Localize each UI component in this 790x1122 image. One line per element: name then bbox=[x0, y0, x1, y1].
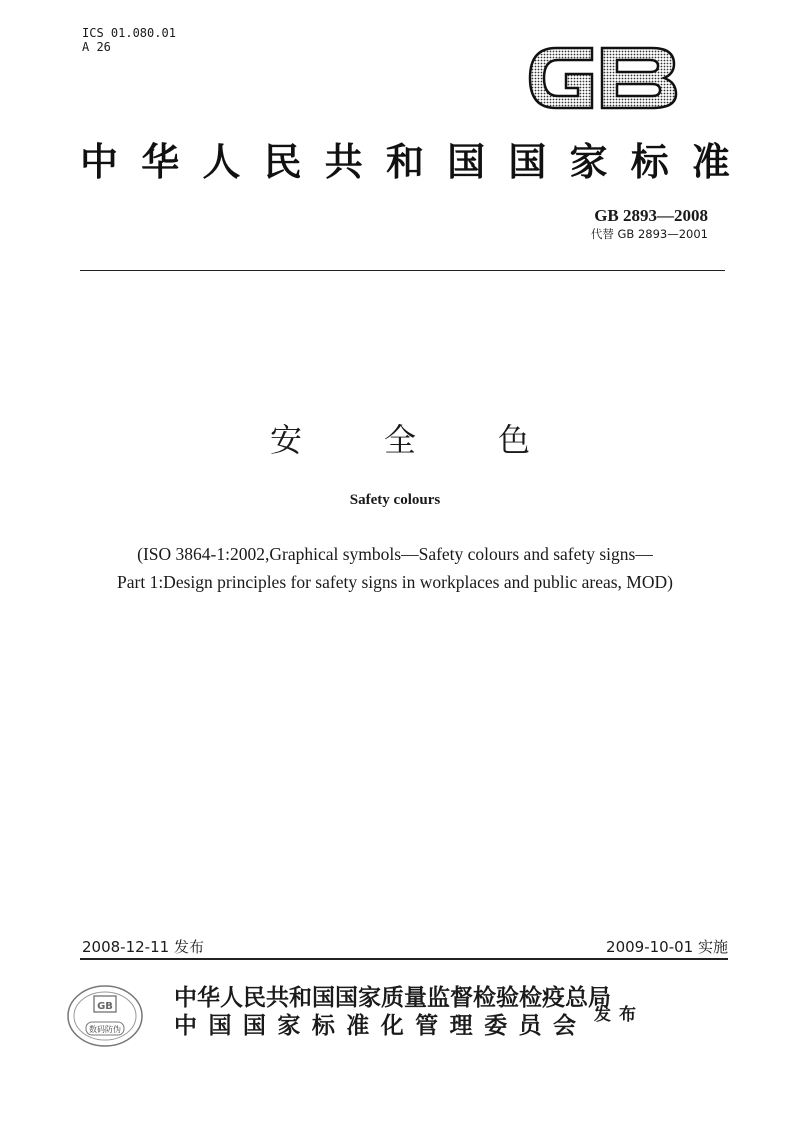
anti-counterfeit-seal-icon bbox=[66, 984, 144, 1048]
title-char: 国 bbox=[447, 140, 486, 184]
header-divider bbox=[80, 270, 725, 271]
footer-divider bbox=[80, 958, 728, 960]
issuer-char: 国 bbox=[242, 1013, 266, 1039]
standard-category-title bbox=[80, 140, 730, 184]
title-cn-char: 全 bbox=[383, 421, 416, 459]
title-char: 家 bbox=[569, 140, 608, 184]
title-char: 民 bbox=[263, 140, 302, 184]
issuer-char: 准 bbox=[346, 1013, 370, 1039]
issuer-char: 委 bbox=[484, 1013, 508, 1039]
document-title-en: Safety colours bbox=[349, 492, 441, 508]
publish-label: 发布 bbox=[594, 1005, 644, 1025]
ccs-code: A 26 bbox=[82, 40, 111, 54]
title-char: 准 bbox=[691, 140, 730, 184]
gb-logo-icon bbox=[522, 38, 682, 118]
title-char: 标 bbox=[630, 140, 669, 184]
title-char: 和 bbox=[385, 140, 424, 184]
document-title-cn bbox=[270, 420, 530, 460]
title-char: 人 bbox=[202, 140, 241, 184]
issuer-char: 理 bbox=[449, 1013, 473, 1039]
svg-text:GB: GB bbox=[97, 1001, 113, 1012]
issuer-char: 家 bbox=[277, 1013, 301, 1039]
iso-reference-line: Part 1:Design principles for safety signs in workplaces and public areas, MOD) bbox=[117, 572, 673, 592]
standard-number: GB 2893—2008 bbox=[594, 206, 708, 225]
issuer-char: 员 bbox=[518, 1013, 542, 1039]
classification-codes bbox=[82, 26, 176, 54]
title-cn-char: 安 bbox=[270, 421, 303, 459]
iso-reference bbox=[60, 540, 730, 596]
issuer-char: 国 bbox=[208, 1013, 232, 1039]
issuer-char: 标 bbox=[311, 1013, 335, 1039]
issuer-aqsiq: 中华人民共和国国家质量监督检验检疫总局 bbox=[174, 985, 611, 1011]
title-char: 华 bbox=[141, 140, 180, 184]
title-char: 中 bbox=[80, 140, 119, 184]
seal-text: 数码防伪 bbox=[89, 1025, 121, 1034]
title-char: 共 bbox=[324, 140, 363, 184]
issuer-sac bbox=[174, 1012, 576, 1040]
replaces-standard: 代替 GB 2893—2001 bbox=[590, 227, 708, 241]
title-char: 国 bbox=[508, 140, 547, 184]
issuer-char: 化 bbox=[380, 1013, 404, 1039]
standard-number-block bbox=[591, 206, 708, 242]
title-cn-char: 色 bbox=[497, 421, 530, 459]
ics-code: ICS 01.080.01 bbox=[82, 26, 176, 40]
effective-date: 2009-10-01 实施 bbox=[606, 938, 728, 956]
issuer-char: 中 bbox=[174, 1013, 197, 1039]
issuer-char: 会 bbox=[552, 1013, 576, 1039]
iso-reference-line: (ISO 3864-1:2002,Graphical symbols—Safety colours and safety signs— bbox=[137, 544, 653, 564]
issue-date: 2008-12-11 发布 bbox=[82, 938, 204, 956]
issuer-char: 管 bbox=[415, 1013, 439, 1039]
